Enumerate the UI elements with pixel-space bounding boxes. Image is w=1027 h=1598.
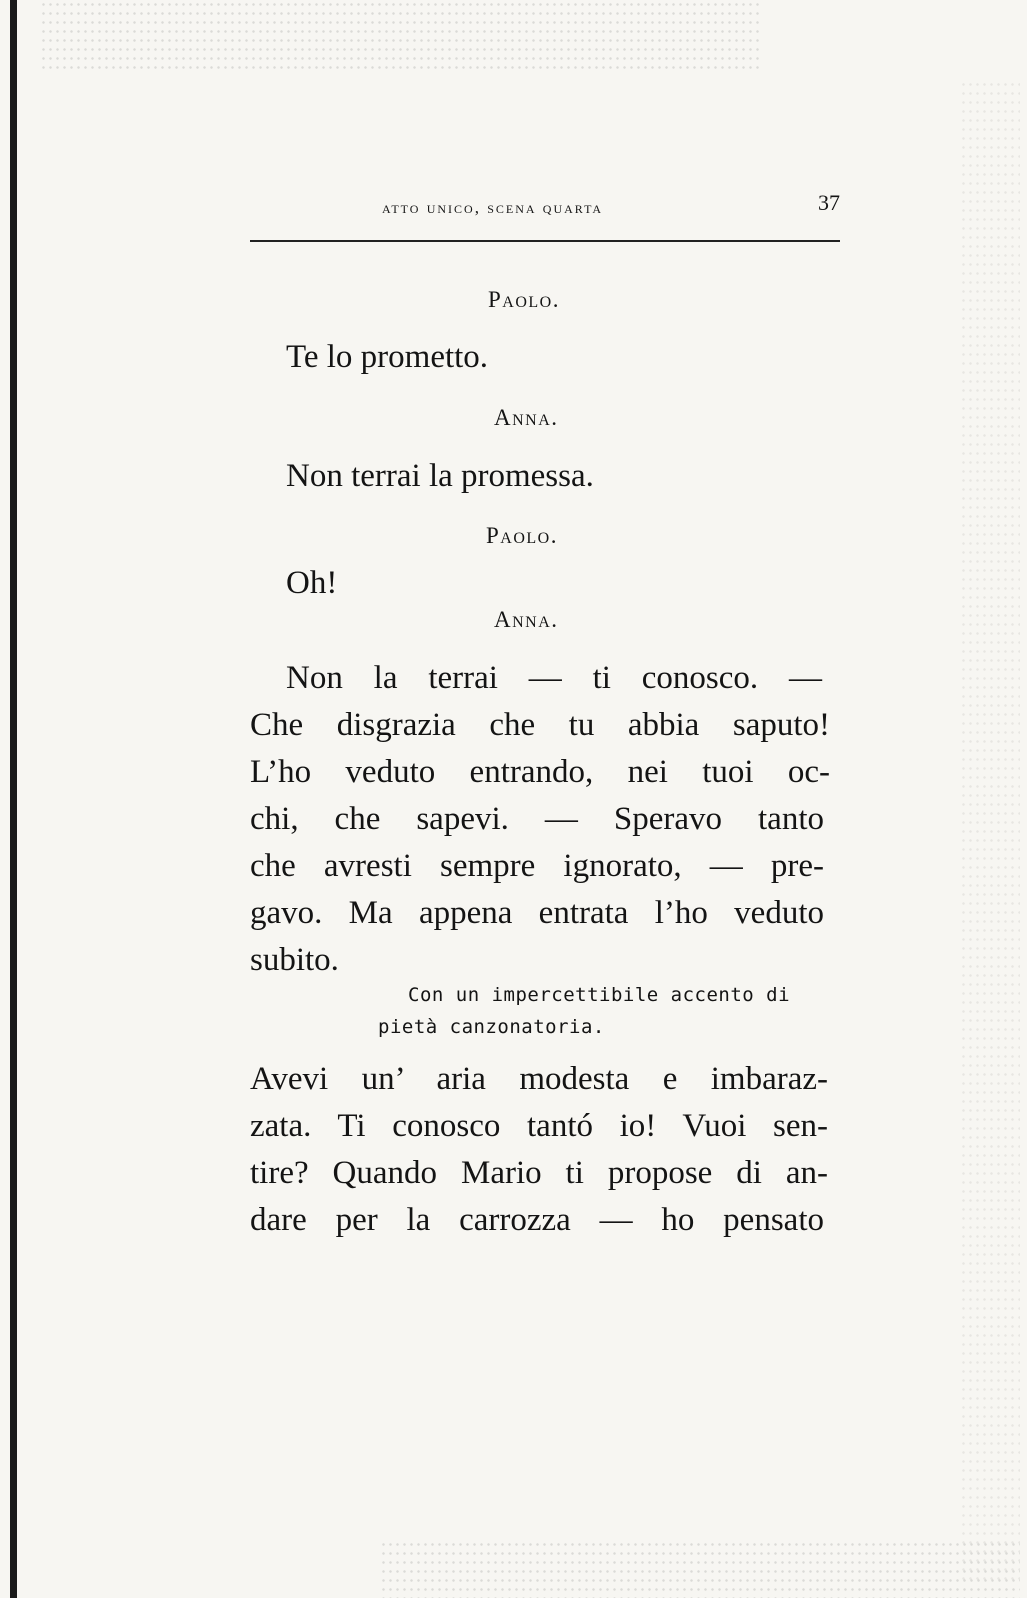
header-rule — [250, 240, 840, 242]
scan-noise-bottom — [380, 1540, 1020, 1598]
speaker-anna: Anna. — [494, 405, 559, 430]
text-line: Avevi un’ aria modesta e imbaraz- — [250, 1061, 828, 1097]
running-title: atto unico, scena quarta — [382, 198, 604, 217]
speaker-paolo: Paolo. — [488, 287, 560, 312]
speaker-paolo: Paolo. — [486, 523, 558, 548]
text-line: gavo. Ma appena entrata l’ho veduto — [250, 895, 824, 931]
text-line: Che disgrazia che tu abbia saputo! — [250, 707, 830, 743]
text-line: Non la terrai — ti conosco. — — [286, 660, 822, 696]
speaker-anna: Anna. — [494, 607, 559, 632]
text-line: L’ho veduto entrando, nei tuoi oc- — [250, 754, 830, 790]
page-header — [250, 190, 840, 230]
text-line: dare per la carrozza — ho pensato — [250, 1202, 824, 1238]
stage-line: pietà canzonatoria. — [378, 1016, 605, 1038]
page-number: 37 — [818, 190, 840, 215]
text-line: zata. Ti conosco tantó io! Vuoi sen- — [250, 1108, 828, 1144]
text-line: subito. — [250, 942, 339, 978]
binding-edge — [10, 0, 17, 1598]
dialogue-line: Non terrai la promessa. — [286, 458, 594, 494]
dialogue-line: Oh! — [286, 565, 338, 601]
dialogue-line: Te lo prometto. — [286, 339, 489, 375]
scan-noise-top — [40, 0, 760, 70]
text-line: tire? Quando Mario ti propose di an- — [250, 1155, 828, 1191]
stage-line: Con un impercettibile accento di — [408, 984, 791, 1006]
scan-noise-right — [960, 80, 1020, 1580]
text-line: chi, che sapevi. — Speravo tanto — [250, 801, 824, 837]
text-line: che avresti sempre ignorato, — pre- — [250, 848, 824, 884]
